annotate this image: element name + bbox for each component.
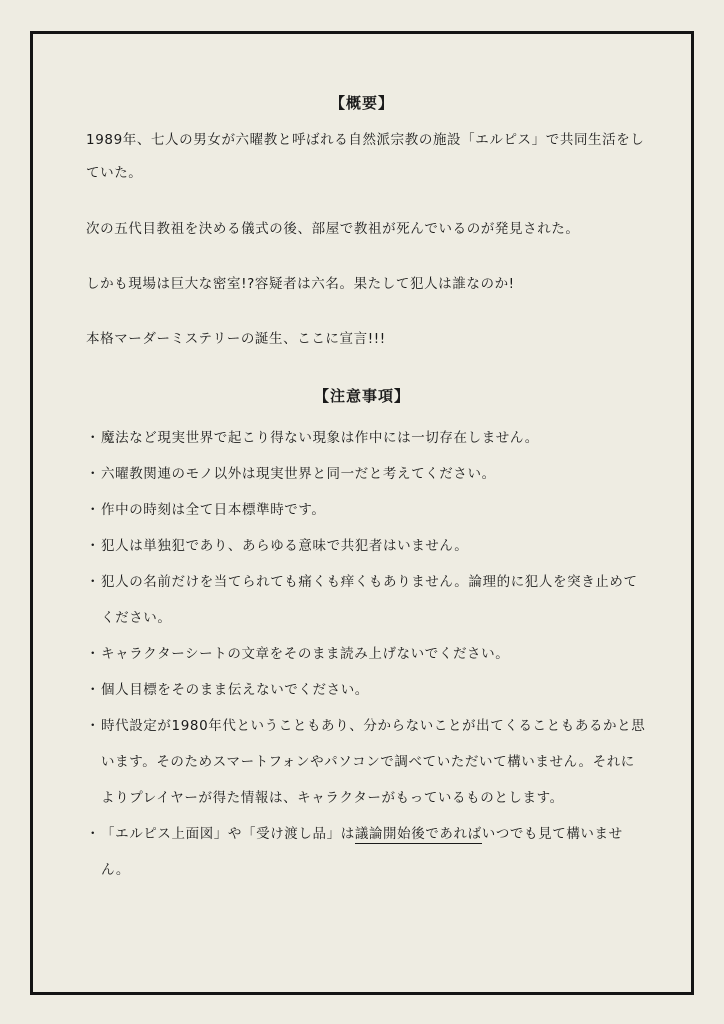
- bullet-mark: ・: [86, 826, 101, 842]
- bullet-mark: ・: [86, 718, 101, 734]
- note-text: キャラクターシートの文章をそのまま読み上げないでください。: [101, 646, 510, 662]
- underlined-phrase: 議論開始後であれば: [354, 826, 482, 842]
- note-text: 犯人の名前だけを当てられても痛くも痒くもありません。論理的に犯人を突き止めてください。: [101, 574, 638, 626]
- overview-paragraph-1: 1989年、七人の男女が六曜教と呼ばれる自然派宗教の施設「エルピス」で共同生活をしていた。: [86, 132, 645, 181]
- bullet-mark: ・: [86, 682, 101, 698]
- overview-paragraph-3: しかも現場は巨大な密室!?容疑者は六名。果たして犯人は誰なのか!: [86, 276, 515, 292]
- note-item: [86, 816, 646, 888]
- bullet-mark: ・: [86, 574, 101, 590]
- overview-paragraph-4: 本格マーダーミステリーの誕生、ここに宣言!!!: [86, 331, 386, 347]
- note-item: [86, 564, 646, 636]
- overview-paragraph-2: 次の五代目教祖を決める儀式の後、部屋で教祖が死んでいるのが発見された。: [86, 221, 580, 237]
- bullet-mark: ・: [86, 466, 101, 482]
- notes-list: [86, 420, 646, 888]
- note-item: [86, 420, 646, 456]
- note-text: 魔法など現実世界で起こり得ない現象は作中には一切存在しません。: [101, 430, 539, 446]
- note-item: [86, 672, 646, 708]
- note-item: [86, 456, 646, 492]
- note-text: 時代設定が1980年代ということもあり、分からないことが出てくることもあるかと思います。そのためスマートフォンやパソコンで調べていただいて構いません。それによりプレイヤーが得た情報は、キャラクターがもっているものとします。: [101, 718, 646, 806]
- note-text-after: いつでも見て構いません。: [101, 826, 623, 878]
- note-item: [86, 636, 646, 672]
- bullet-mark: ・: [86, 646, 101, 662]
- note-text-before: 「エルピス上面図」や「受け渡し品」は: [101, 826, 355, 842]
- note-text: 作中の時刻は全て日本標準時です。: [101, 502, 326, 518]
- notes-heading: 【注意事項】: [313, 387, 410, 405]
- bullet-mark: ・: [86, 538, 101, 554]
- bullet-mark: ・: [86, 502, 101, 518]
- bullet-mark: ・: [86, 430, 101, 446]
- note-item: [86, 528, 646, 564]
- note-item: [86, 708, 646, 816]
- note-text: 六曜教関連のモノ以外は現実世界と同一だと考えてください。: [101, 466, 496, 482]
- overview-heading: 【概要】: [329, 94, 394, 112]
- note-item: [86, 492, 646, 528]
- note-text: 個人目標をそのまま伝えないでください。: [101, 682, 369, 698]
- note-text: 犯人は単独犯であり、あらゆる意味で共犯者はいません。: [101, 538, 469, 554]
